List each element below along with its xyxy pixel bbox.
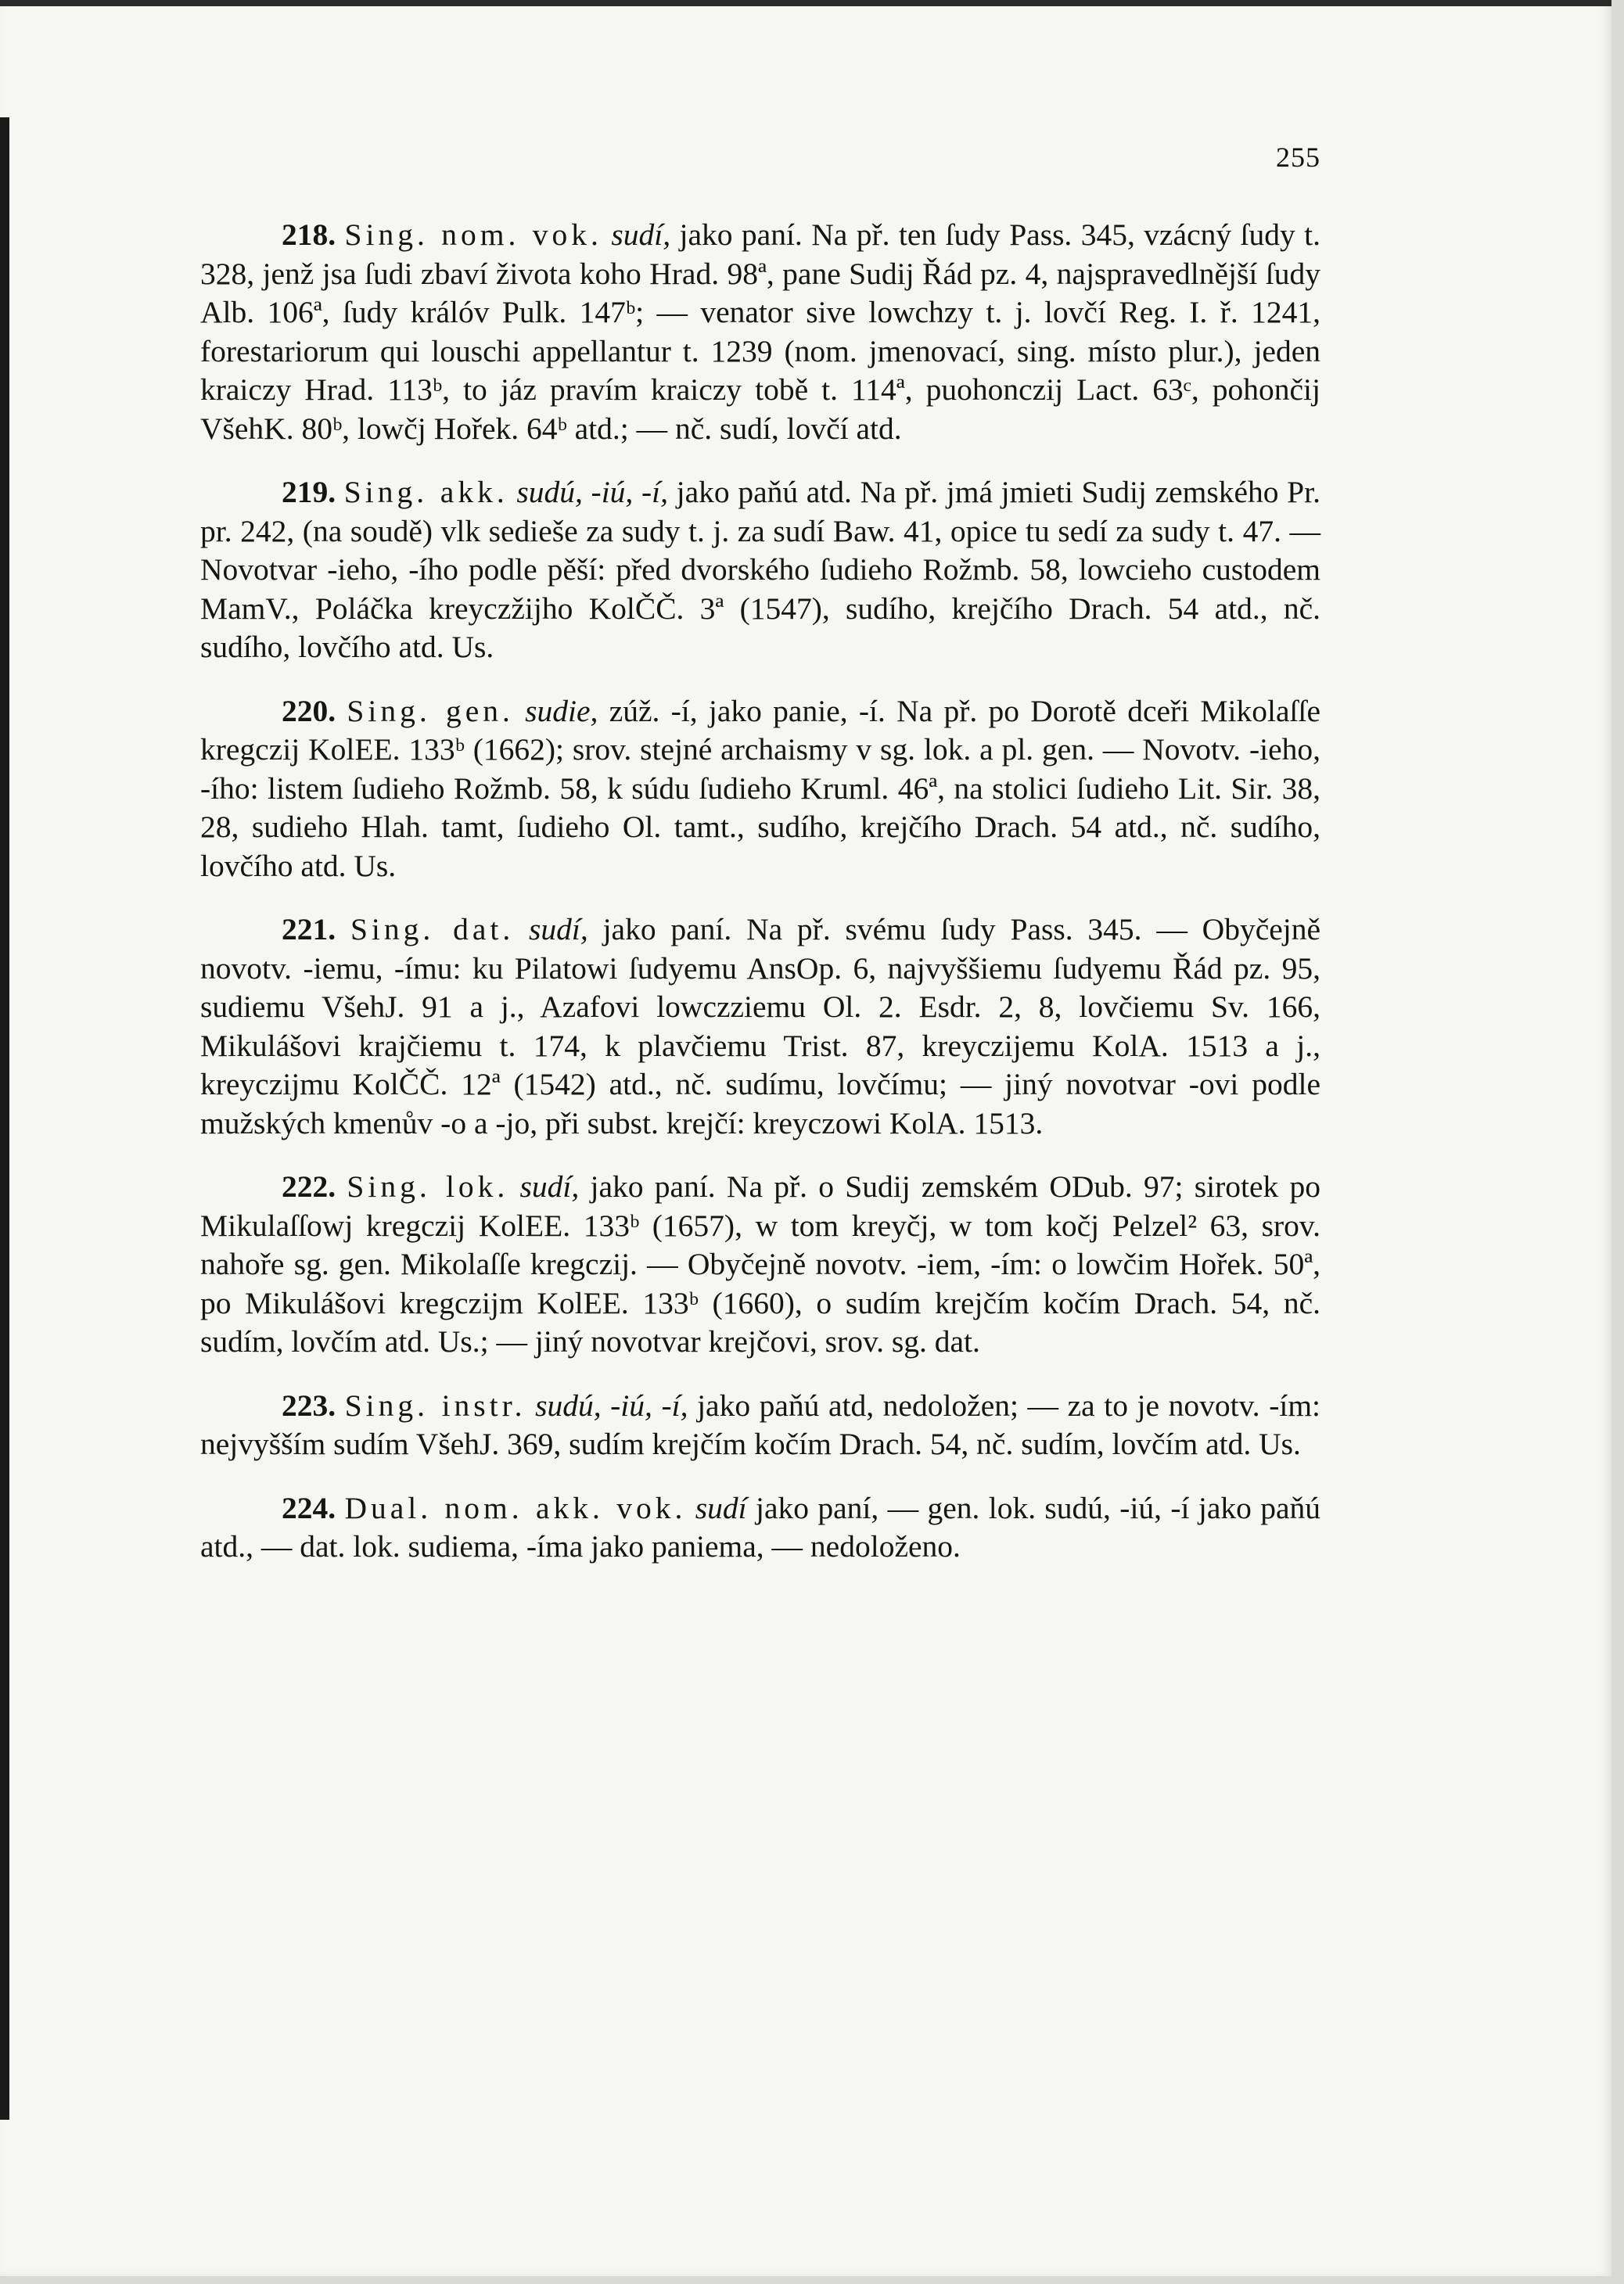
paragraph-219 [200,473,1320,667]
paragraph-text: jako paňú atd, nedoložen; — za to je novotv. -ím: nejvyšším sudím VšehJ. 369, sudím krejčím kočím Drach. 54, nč. sudím, lovčím atd. Us. [200,1388,1321,1461]
grammatical-form: Sing. dat. [350,912,515,946]
section-number: 224. [282,1490,336,1525]
paragraph-222 [200,1168,1320,1362]
page-number: 255 [1276,142,1320,173]
paragraph-223 [200,1387,1320,1464]
page-body [200,216,1320,1592]
paragraph-text: jako paňú atd. Na př. jmá jmieti Sudij zemského Pr. pr. 242, (na soudě) vlk sedieše za sudy t. j. za sudí Baw. 41, opice tu sedí za sudy t. 47. — Novotvar -ieho, -ího podle pěší: před dvorského ſudieho Rožmb. 58, lowcieho custodem MamV., Poláčka kreyczžijho KolČČ. 3ª (1547), sudího, krejčího Drach. 54 atd., nč. sudího, lovčího atd. Us. [200,475,1320,664]
grammatical-form: Dual. nom. akk. vok. [344,1490,687,1525]
section-number: 222. [282,1169,336,1204]
grammatical-form: Sing. nom. vok. [344,217,602,252]
section-number: 219. [282,475,336,509]
section-number: 218. [282,217,336,252]
headword: sudí [695,1490,747,1525]
headword: sudí, [519,1169,580,1204]
grammatical-form: Sing. akk. [343,475,508,509]
grammatical-form: Sing. instr. [344,1388,526,1423]
scan-top-edge [0,0,1611,6]
paragraph-text: jako paní. Na př. o Sudij zemském ODub. 97; sirotek po Mikulaſſowj kregczij KolEE. 133ᵇ (1657), w tom kreyčj, w tom kočj Pelzel² 63, srov. nahoře sg. gen. Mikolaſſe kregczij. — Obyčejně novotv. -iem, -ím: o lowčim Hořek. 50ª, po Mikulášovi kregczijm KolEE. 133ᵇ (1660), o sudím krejčím kočím Drach. 54, nč. sudím, lovčím atd. Us.; — jiný novotvar krejčovi, srov. sg. dat. [200,1169,1320,1359]
headword: sudú, -iú, -í, [516,475,668,509]
paragraph-224 [200,1489,1320,1567]
section-number: 221. [282,912,336,946]
paragraph-221 [200,910,1320,1143]
headword: sudí, [611,217,671,252]
scan-left-edge [0,117,9,2120]
headword: sudie, [525,693,598,728]
section-number: 220. [282,693,336,728]
grammatical-form: Sing. lok. [347,1169,509,1204]
paragraph-218 [200,216,1320,448]
paragraph-text: jako paní. Na př. svému ſudy Pass. 345. — Obyčejně novotv. -iemu, -ímu: ku Pilatowi ſudyemu AnsOp. 6, najvyššiemu ſudyemu Řád pz. 95, sudiemu VšehJ. 91 a j., Azafovi lowczziemu Ol. 2. Esdr. 2, 8, lovčiemu Sv. 166, Mikulášovi krajčiemu t. 174, k plavčiemu Trist. 87, kreyczijemu KolA. 1513 a j., kreyczijmu KolČČ. 12ª (1542) atd., nč. sudímu, lovčímu; — jiný novotvar -ovi podle mužských kmenův -o a -jo, při subst. krejčí: kreyczowi KolA. 1513. [200,912,1321,1140]
grammatical-form: Sing. gen. [347,693,514,728]
headword: sudí, [529,912,588,946]
section-number: 223. [282,1388,336,1423]
paragraph-text: jako paní, — gen. lok. sudú, -iú, -í jako paňú atd., — dat. lok. sudiema, -íma jako paniema, — nedoloženo. [200,1490,1321,1564]
paragraph-220 [200,692,1320,886]
paragraph-text: zúž. -í, jako panie, -í. Na př. po Dorotě dceři Mikolaſſe kregczij KolEE. 133ᵇ (1662); srov. stejné archaismy v sg. lok. a pl. gen. — Novotv. -ieho, -ího: listem ſudieho Rožmb. 58, k súdu ſudieho Kruml. 46ª, na stolici ſudieho Lit. Sir. 38, 28, sudieho Hlah. tamt, ſudieho Ol. tamt., sudího, krejčího Drach. 54 atd., nč. sudího, lovčího atd. Us. [200,693,1320,883]
paragraph-text: jako paní. Na př. ten ſudy Pass. 345, vzácný ſudy t. 328, jenž jsa ſudi zbaví života koho Hrad. 98ª, pane Sudij Řád pz. 4, najspravedlnější ſudy Alb. 106ª, ſudy králóv Pulk. 147ᵇ; — venator sive lowchzy t. j. lovčí Reg. I. ř. 1241, forestariorum qui louschi appellantur t. 1239 (nom. jmenovací, sing. místo plur.), jeden kraiczy Hrad. 113ᵇ, to jáz pravím kraiczy tobě t. 114ª, puohonczij Lact. 63ᶜ, pohončij VšehK. 80ᵇ, lowčj Hořek. 64ᵇ atd.; — nč. sudí, lovčí atd. [200,217,1321,446]
headword: sudú, -iú, -í, [535,1388,688,1423]
